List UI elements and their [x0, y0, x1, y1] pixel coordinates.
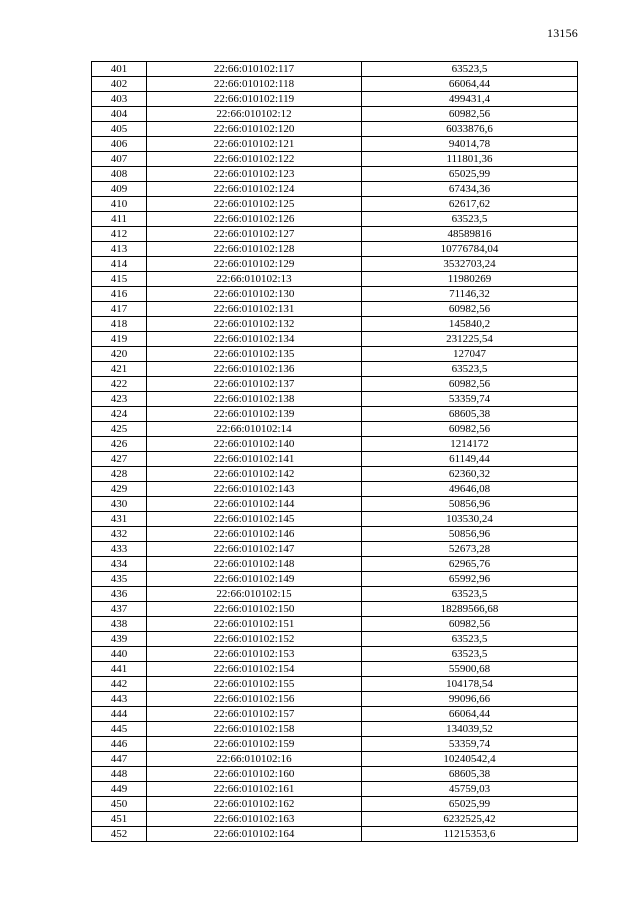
cadastral-number-cell: 22:66:010102:130 [147, 287, 362, 302]
row-number-cell: 412 [92, 227, 147, 242]
cadastral-number-cell: 22:66:010102:146 [147, 527, 362, 542]
row-number-cell: 404 [92, 107, 147, 122]
cadastral-value-cell: 63523,5 [362, 632, 578, 647]
cadastral-value-cell: 499431,4 [362, 92, 578, 107]
cadastral-value-cell: 62617,62 [362, 197, 578, 212]
cadastral-value-cell: 66064,44 [362, 77, 578, 92]
cadastral-value-cell: 63523,5 [362, 62, 578, 77]
row-number-cell: 449 [92, 782, 147, 797]
table-row [92, 332, 578, 347]
cadastral-value-cell: 6033876,6 [362, 122, 578, 137]
table-row [92, 707, 578, 722]
table-row [92, 602, 578, 617]
cadastral-number-cell: 22:66:010102:156 [147, 692, 362, 707]
cadastral-value-table [91, 61, 578, 842]
cadastral-number-cell: 22:66:010102:155 [147, 677, 362, 692]
row-number-cell: 429 [92, 482, 147, 497]
cadastral-number-cell: 22:66:010102:13 [147, 272, 362, 287]
table-row [92, 272, 578, 287]
cadastral-number-cell: 22:66:010102:164 [147, 827, 362, 842]
row-number-cell: 419 [92, 332, 147, 347]
row-number-cell: 422 [92, 377, 147, 392]
cadastral-number-cell: 22:66:010102:123 [147, 167, 362, 182]
row-number-cell: 439 [92, 632, 147, 647]
cadastral-value-cell: 49646,08 [362, 482, 578, 497]
cadastral-number-cell: 22:66:010102:14 [147, 422, 362, 437]
table-row [92, 212, 578, 227]
cadastral-value-cell: 68605,38 [362, 767, 578, 782]
cadastral-value-cell: 50856,96 [362, 527, 578, 542]
table-row [92, 587, 578, 602]
table-row [92, 302, 578, 317]
table-row [92, 632, 578, 647]
cadastral-value-cell: 60982,56 [362, 107, 578, 122]
table-row [92, 617, 578, 632]
cadastral-number-cell: 22:66:010102:148 [147, 557, 362, 572]
row-number-cell: 436 [92, 587, 147, 602]
cadastral-number-cell: 22:66:010102:121 [147, 137, 362, 152]
table-row [92, 107, 578, 122]
cadastral-value-cell: 67434,36 [362, 182, 578, 197]
row-number-cell: 447 [92, 752, 147, 767]
table-row [92, 437, 578, 452]
cadastral-number-cell: 22:66:010102:160 [147, 767, 362, 782]
cadastral-value-cell: 1214172 [362, 437, 578, 452]
table-row [92, 182, 578, 197]
row-number-cell: 414 [92, 257, 147, 272]
cadastral-number-cell: 22:66:010102:141 [147, 452, 362, 467]
table-row [92, 572, 578, 587]
cadastral-number-cell: 22:66:010102:15 [147, 587, 362, 602]
table-row [92, 797, 578, 812]
row-number-cell: 408 [92, 167, 147, 182]
cadastral-value-cell: 62360,32 [362, 467, 578, 482]
cadastral-number-cell: 22:66:010102:124 [147, 182, 362, 197]
row-number-cell: 440 [92, 647, 147, 662]
cadastral-value-cell: 63523,5 [362, 212, 578, 227]
cadastral-number-cell: 22:66:010102:158 [147, 722, 362, 737]
cadastral-value-cell: 99096,66 [362, 692, 578, 707]
row-number-cell: 417 [92, 302, 147, 317]
cadastral-value-cell: 231225,54 [362, 332, 578, 347]
table-row [92, 407, 578, 422]
table-row [92, 392, 578, 407]
cadastral-number-cell: 22:66:010102:117 [147, 62, 362, 77]
table-row [92, 692, 578, 707]
row-number-cell: 413 [92, 242, 147, 257]
cadastral-number-cell: 22:66:010102:137 [147, 377, 362, 392]
cadastral-number-cell: 22:66:010102:147 [147, 542, 362, 557]
row-number-cell: 420 [92, 347, 147, 362]
cadastral-number-cell: 22:66:010102:144 [147, 497, 362, 512]
table-row [92, 482, 578, 497]
cadastral-number-cell: 22:66:010102:159 [147, 737, 362, 752]
row-number-cell: 451 [92, 812, 147, 827]
cadastral-number-cell: 22:66:010102:153 [147, 647, 362, 662]
row-number-cell: 424 [92, 407, 147, 422]
cadastral-number-cell: 22:66:010102:125 [147, 197, 362, 212]
cadastral-number-cell: 22:66:010102:127 [147, 227, 362, 242]
cadastral-value-cell: 127047 [362, 347, 578, 362]
cadastral-value-cell: 6232525,42 [362, 812, 578, 827]
table-row [92, 347, 578, 362]
cadastral-number-cell: 22:66:010102:12 [147, 107, 362, 122]
table-row [92, 512, 578, 527]
cadastral-number-cell: 22:66:010102:149 [147, 572, 362, 587]
row-number-cell: 427 [92, 452, 147, 467]
cadastral-value-cell: 63523,5 [362, 587, 578, 602]
cadastral-value-cell: 11980269 [362, 272, 578, 287]
table-row [92, 242, 578, 257]
row-number-cell: 405 [92, 122, 147, 137]
cadastral-number-cell: 22:66:010102:134 [147, 332, 362, 347]
table-row [92, 647, 578, 662]
row-number-cell: 426 [92, 437, 147, 452]
cadastral-value-cell: 65992,96 [362, 572, 578, 587]
row-number-cell: 437 [92, 602, 147, 617]
row-number-cell: 411 [92, 212, 147, 227]
row-number-cell: 445 [92, 722, 147, 737]
row-number-cell: 421 [92, 362, 147, 377]
table-row [92, 677, 578, 692]
table-row [92, 542, 578, 557]
row-number-cell: 434 [92, 557, 147, 572]
cadastral-value-cell: 60982,56 [362, 302, 578, 317]
row-number-cell: 410 [92, 197, 147, 212]
table-row [92, 557, 578, 572]
cadastral-value-cell: 60982,56 [362, 377, 578, 392]
table-row [92, 527, 578, 542]
cadastral-number-cell: 22:66:010102:143 [147, 482, 362, 497]
table-row [92, 167, 578, 182]
cadastral-number-cell: 22:66:010102:162 [147, 797, 362, 812]
cadastral-number-cell: 22:66:010102:120 [147, 122, 362, 137]
row-number-cell: 452 [92, 827, 147, 842]
cadastral-value-cell: 60982,56 [362, 617, 578, 632]
row-number-cell: 443 [92, 692, 147, 707]
cadastral-value-cell: 52673,28 [362, 542, 578, 557]
table-row [92, 257, 578, 272]
table-row [92, 827, 578, 842]
table-row [92, 497, 578, 512]
cadastral-value-cell: 11215353,6 [362, 827, 578, 842]
row-number-cell: 431 [92, 512, 147, 527]
row-number-cell: 448 [92, 767, 147, 782]
cadastral-number-cell: 22:66:010102:152 [147, 632, 362, 647]
table-row [92, 152, 578, 167]
cadastral-value-cell: 63523,5 [362, 362, 578, 377]
table-row [92, 197, 578, 212]
row-number-cell: 432 [92, 527, 147, 542]
row-number-cell: 403 [92, 92, 147, 107]
cadastral-number-cell: 22:66:010102:132 [147, 317, 362, 332]
cadastral-number-cell: 22:66:010102:145 [147, 512, 362, 527]
row-number-cell: 444 [92, 707, 147, 722]
cadastral-value-cell: 3532703,24 [362, 257, 578, 272]
table-row [92, 422, 578, 437]
table-row [92, 137, 578, 152]
cadastral-number-cell: 22:66:010102:135 [147, 347, 362, 362]
table-row [92, 77, 578, 92]
cadastral-number-cell: 22:66:010102:126 [147, 212, 362, 227]
row-number-cell: 402 [92, 77, 147, 92]
cadastral-value-cell: 61149,44 [362, 452, 578, 467]
row-number-cell: 409 [92, 182, 147, 197]
cadastral-value-cell: 53359,74 [362, 392, 578, 407]
cadastral-number-cell: 22:66:010102:119 [147, 92, 362, 107]
cadastral-value-cell: 65025,99 [362, 797, 578, 812]
cadastral-number-cell: 22:66:010102:150 [147, 602, 362, 617]
cadastral-value-cell: 55900,68 [362, 662, 578, 677]
cadastral-number-cell: 22:66:010102:154 [147, 662, 362, 677]
row-number-cell: 418 [92, 317, 147, 332]
table-row [92, 62, 578, 77]
cadastral-number-cell: 22:66:010102:140 [147, 437, 362, 452]
table-row [92, 767, 578, 782]
cadastral-value-cell: 71146,32 [362, 287, 578, 302]
row-number-cell: 446 [92, 737, 147, 752]
cadastral-value-cell: 68605,38 [362, 407, 578, 422]
table-row [92, 662, 578, 677]
cadastral-number-cell: 22:66:010102:122 [147, 152, 362, 167]
cadastral-value-cell: 53359,74 [362, 737, 578, 752]
row-number-cell: 433 [92, 542, 147, 557]
cadastral-number-cell: 22:66:010102:136 [147, 362, 362, 377]
row-number-cell: 415 [92, 272, 147, 287]
cadastral-number-cell: 22:66:010102:142 [147, 467, 362, 482]
cadastral-value-cell: 48589816 [362, 227, 578, 242]
table-row [92, 227, 578, 242]
cadastral-number-cell: 22:66:010102:163 [147, 812, 362, 827]
cadastral-value-cell: 45759,03 [362, 782, 578, 797]
cadastral-value-cell: 18289566,68 [362, 602, 578, 617]
row-number-cell: 406 [92, 137, 147, 152]
cadastral-number-cell: 22:66:010102:161 [147, 782, 362, 797]
cadastral-value-cell: 10776784,04 [362, 242, 578, 257]
table-row [92, 377, 578, 392]
table-row [92, 92, 578, 107]
row-number-cell: 416 [92, 287, 147, 302]
cadastral-value-cell: 65025,99 [362, 167, 578, 182]
cadastral-number-cell: 22:66:010102:16 [147, 752, 362, 767]
cadastral-number-cell: 22:66:010102:131 [147, 302, 362, 317]
table-row [92, 452, 578, 467]
cadastral-number-cell: 22:66:010102:139 [147, 407, 362, 422]
table-row [92, 782, 578, 797]
row-number-cell: 407 [92, 152, 147, 167]
cadastral-value-cell: 66064,44 [362, 707, 578, 722]
cadastral-value-cell: 50856,96 [362, 497, 578, 512]
cadastral-value-cell: 62965,76 [362, 557, 578, 572]
table-row [92, 122, 578, 137]
table-row [92, 812, 578, 827]
cadastral-number-cell: 22:66:010102:128 [147, 242, 362, 257]
cadastral-value-cell: 134039,52 [362, 722, 578, 737]
table-row [92, 722, 578, 737]
table-row [92, 362, 578, 377]
table-row [92, 287, 578, 302]
cadastral-value-cell: 60982,56 [362, 422, 578, 437]
row-number-cell: 435 [92, 572, 147, 587]
table-row [92, 737, 578, 752]
row-number-cell: 438 [92, 617, 147, 632]
table-row [92, 467, 578, 482]
cadastral-value-cell: 10240542,4 [362, 752, 578, 767]
table-row [92, 752, 578, 767]
table-body [92, 62, 578, 842]
cadastral-value-cell: 111801,36 [362, 152, 578, 167]
row-number-cell: 423 [92, 392, 147, 407]
row-number-cell: 441 [92, 662, 147, 677]
row-number-cell: 401 [92, 62, 147, 77]
row-number-cell: 425 [92, 422, 147, 437]
cadastral-number-cell: 22:66:010102:129 [147, 257, 362, 272]
table-row [92, 317, 578, 332]
page-number: 13156 [547, 26, 578, 40]
cadastral-value-cell: 94014,78 [362, 137, 578, 152]
cadastral-value-cell: 103530,24 [362, 512, 578, 527]
row-number-cell: 450 [92, 797, 147, 812]
cadastral-number-cell: 22:66:010102:118 [147, 77, 362, 92]
cadastral-number-cell: 22:66:010102:151 [147, 617, 362, 632]
row-number-cell: 430 [92, 497, 147, 512]
row-number-cell: 428 [92, 467, 147, 482]
cadastral-value-cell: 104178,54 [362, 677, 578, 692]
cadastral-number-cell: 22:66:010102:157 [147, 707, 362, 722]
cadastral-number-cell: 22:66:010102:138 [147, 392, 362, 407]
cadastral-value-cell: 145840,2 [362, 317, 578, 332]
row-number-cell: 442 [92, 677, 147, 692]
cadastral-value-cell: 63523,5 [362, 647, 578, 662]
